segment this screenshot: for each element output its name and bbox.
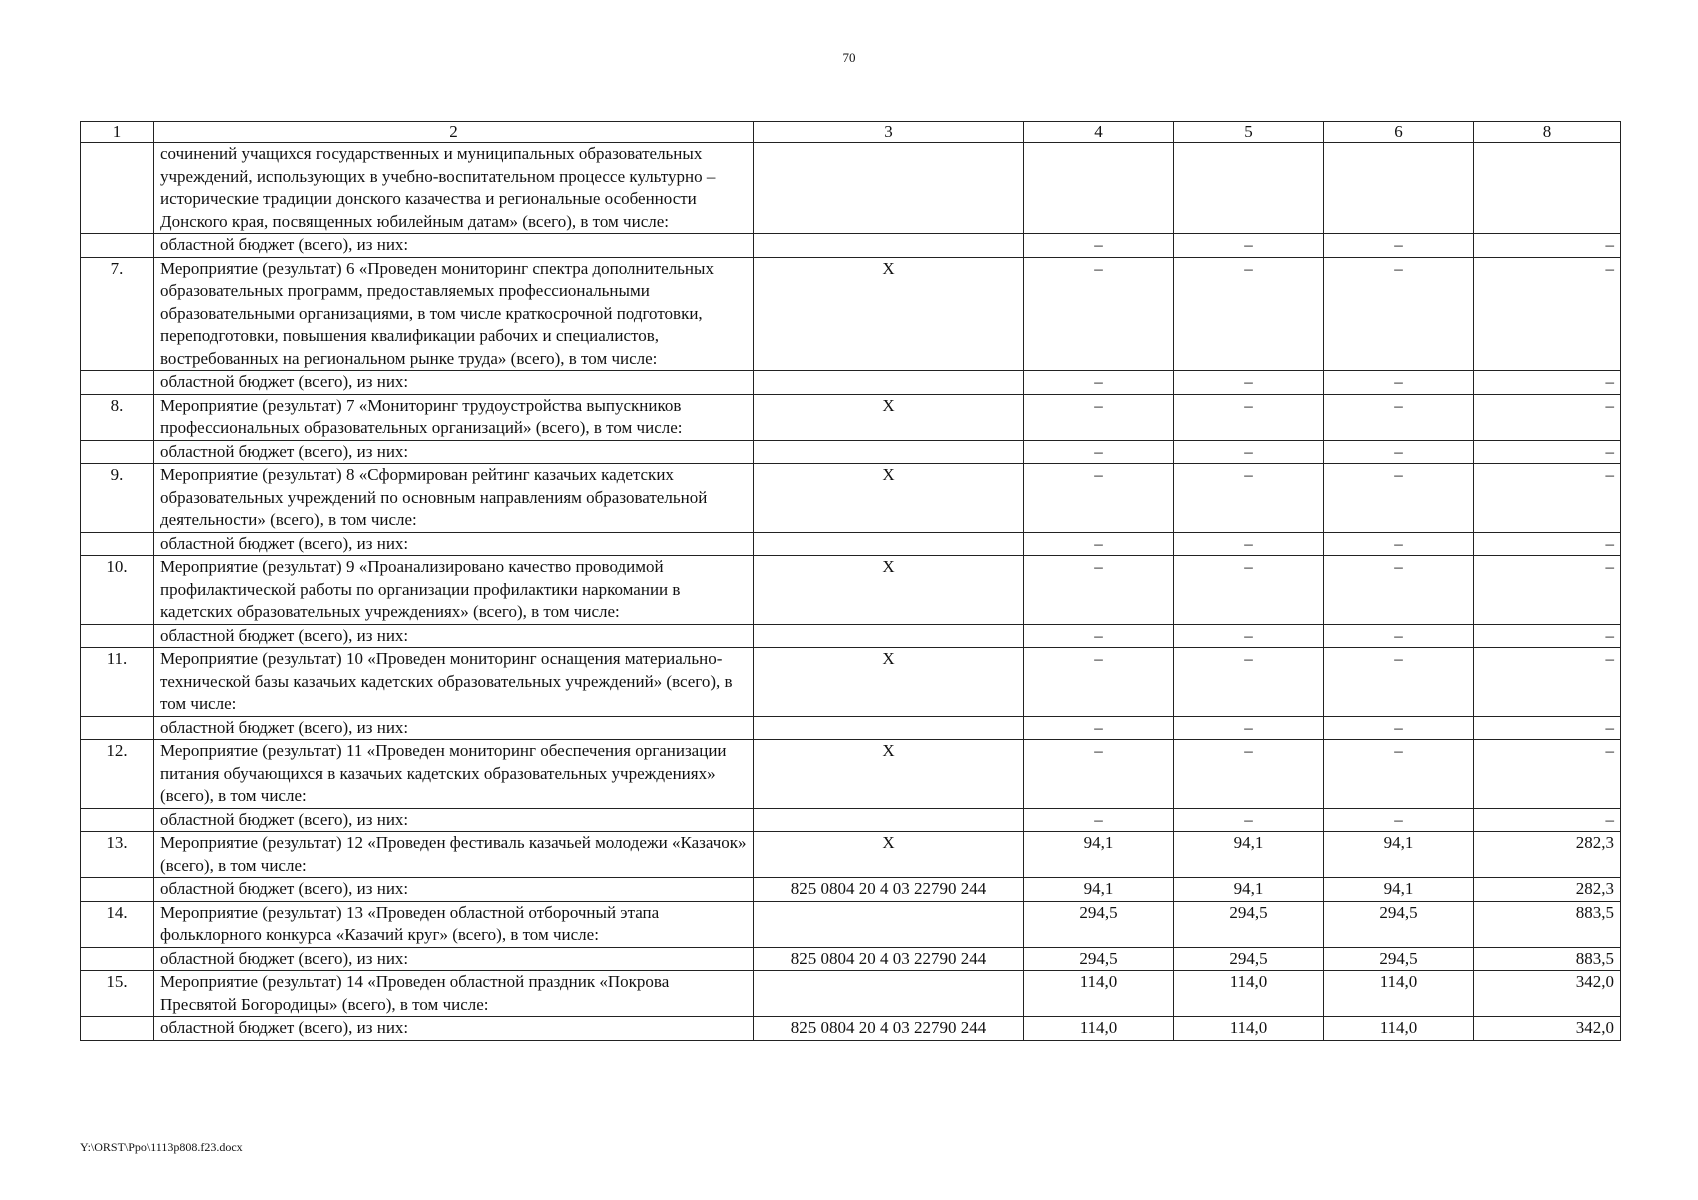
cell-v6: – <box>1324 556 1474 625</box>
cell-code <box>754 971 1024 1017</box>
cell-v5: – <box>1174 234 1324 258</box>
cell-v8: – <box>1474 440 1621 464</box>
cell-v8: – <box>1474 716 1621 740</box>
cell-v4: – <box>1024 808 1174 832</box>
cell-num <box>81 716 154 740</box>
cell-v5: 94,1 <box>1174 878 1324 902</box>
cell-v8: – <box>1474 234 1621 258</box>
table-row <box>81 947 1621 971</box>
cell-v6: – <box>1324 532 1474 556</box>
cell-v4: – <box>1024 234 1174 258</box>
cell-num: 11. <box>81 648 154 717</box>
cell-v4: – <box>1024 440 1174 464</box>
cell-v6: 94,1 <box>1324 832 1474 878</box>
cell-v6: – <box>1324 808 1474 832</box>
cell-v5: – <box>1174 532 1324 556</box>
cell-v8: – <box>1474 556 1621 625</box>
cell-num: 8. <box>81 394 154 440</box>
table-row <box>81 624 1621 648</box>
cell-v6: – <box>1324 624 1474 648</box>
cell-code: 825 0804 20 4 03 22790 244 <box>754 878 1024 902</box>
cell-desc: Мероприятие (результат) 10 «Проведен мониторинг оснащения материально-технической базы казачьих кадетских образовательных учреждений» (всего), в том числе: <box>154 648 754 717</box>
cell-v4: – <box>1024 556 1174 625</box>
cell-v8: 282,3 <box>1474 832 1621 878</box>
cell-code <box>754 532 1024 556</box>
table-row <box>81 901 1621 947</box>
cell-num <box>81 440 154 464</box>
cell-v6: – <box>1324 440 1474 464</box>
cell-v8: – <box>1474 257 1621 371</box>
cell-code <box>754 716 1024 740</box>
cell-v5: – <box>1174 624 1324 648</box>
cell-code: Х <box>754 740 1024 809</box>
table-row <box>81 971 1621 1017</box>
cell-v8: 342,0 <box>1474 971 1621 1017</box>
cell-code <box>754 440 1024 464</box>
cell-num: 14. <box>81 901 154 947</box>
header-cell: 1 <box>81 122 154 143</box>
cell-v8: – <box>1474 740 1621 809</box>
table-row <box>81 371 1621 395</box>
cell-v4 <box>1024 143 1174 234</box>
cell-num <box>81 234 154 258</box>
cell-code <box>754 624 1024 648</box>
cell-desc: областной бюджет (всего), из них: <box>154 532 754 556</box>
header-cell: 8 <box>1474 122 1621 143</box>
cell-desc: областной бюджет (всего), из них: <box>154 947 754 971</box>
cell-v5: 294,5 <box>1174 947 1324 971</box>
cell-num <box>81 532 154 556</box>
cell-num: 13. <box>81 832 154 878</box>
cell-code: Х <box>754 556 1024 625</box>
table-row <box>81 532 1621 556</box>
cell-v4: – <box>1024 624 1174 648</box>
table-row <box>81 257 1621 371</box>
cell-num <box>81 808 154 832</box>
cell-num: 10. <box>81 556 154 625</box>
cell-num <box>81 624 154 648</box>
cell-desc: областной бюджет (всего), из них: <box>154 878 754 902</box>
cell-num <box>81 947 154 971</box>
cell-v8: – <box>1474 624 1621 648</box>
cell-v4: – <box>1024 648 1174 717</box>
cell-v5: – <box>1174 394 1324 440</box>
cell-v6: – <box>1324 740 1474 809</box>
cell-desc: Мероприятие (результат) 13 «Проведен областной отборочный этапа фольклорного конкурса «Казачий круг» (всего), в том числе: <box>154 901 754 947</box>
cell-desc: Мероприятие (результат) 8 «Сформирован рейтинг казачьих кадетских образовательных учреждений по основным направлениям образовательной деятельности» (всего), в том числе: <box>154 464 754 533</box>
cell-v6: 294,5 <box>1324 901 1474 947</box>
cell-v6: – <box>1324 464 1474 533</box>
cell-v8: – <box>1474 808 1621 832</box>
cell-v8: – <box>1474 394 1621 440</box>
header-cell: 5 <box>1174 122 1324 143</box>
cell-v8: 883,5 <box>1474 901 1621 947</box>
cell-v5: – <box>1174 440 1324 464</box>
table-row <box>81 808 1621 832</box>
cell-num <box>81 143 154 234</box>
cell-v5: 294,5 <box>1174 901 1324 947</box>
cell-v5: 94,1 <box>1174 832 1324 878</box>
cell-desc: Мероприятие (результат) 12 «Проведен фестиваль казачьей молодежи «Казачок» (всего), в том числе: <box>154 832 754 878</box>
cell-code <box>754 371 1024 395</box>
cell-code: Х <box>754 394 1024 440</box>
cell-v4: 94,1 <box>1024 832 1174 878</box>
cell-v5: – <box>1174 257 1324 371</box>
cell-v4: 114,0 <box>1024 971 1174 1017</box>
cell-num <box>81 1017 154 1041</box>
cell-desc: Мероприятие (результат) 9 «Проанализировано качество проводимой профилактической работы по организации профилактики наркомании в кадетских образовательных учреждениях» (всего), в том числе: <box>154 556 754 625</box>
table-body <box>81 143 1621 1041</box>
table-row <box>81 740 1621 809</box>
table-row <box>81 832 1621 878</box>
cell-v4: – <box>1024 371 1174 395</box>
header-cell: 6 <box>1324 122 1474 143</box>
page-number: 70 <box>842 50 856 65</box>
footer-file-path: Y:\ORST\Ppo\1113p808.f23.docx <box>80 1140 243 1154</box>
cell-v5: – <box>1174 556 1324 625</box>
cell-code: Х <box>754 648 1024 717</box>
cell-v5: 114,0 <box>1174 1017 1324 1041</box>
cell-v8: 282,3 <box>1474 878 1621 902</box>
cell-code: Х <box>754 832 1024 878</box>
cell-v6: – <box>1324 234 1474 258</box>
cell-v8: – <box>1474 532 1621 556</box>
cell-v4: – <box>1024 532 1174 556</box>
cell-v8: 883,5 <box>1474 947 1621 971</box>
table-row <box>81 648 1621 717</box>
cell-desc: Мероприятие (результат) 7 «Мониторинг трудоустройства выпускников профессиональных образовательных организаций» (всего), в том числе: <box>154 394 754 440</box>
cell-v4: 114,0 <box>1024 1017 1174 1041</box>
cell-v5: 114,0 <box>1174 971 1324 1017</box>
table-row <box>81 234 1621 258</box>
table-row <box>81 143 1621 234</box>
cell-v4: – <box>1024 464 1174 533</box>
cell-v6: 94,1 <box>1324 878 1474 902</box>
cell-v8: – <box>1474 648 1621 717</box>
cell-desc: Мероприятие (результат) 6 «Проведен мониторинг спектра дополнительных образовательных программ, предоставляемых профессиональными образовательными организациями, в том числе краткосрочной подготовки, переподготовки, повышения квалификации рабочих и специалистов, востребованных на региональном рынке труда» (всего), в том числе: <box>154 257 754 371</box>
header-row <box>81 122 1621 143</box>
cell-num <box>81 878 154 902</box>
cell-v8: – <box>1474 371 1621 395</box>
cell-code: Х <box>754 257 1024 371</box>
cell-desc: Мероприятие (результат) 14 «Проведен областной праздник «Покрова Пресвятой Богородицы» (всего), в том числе: <box>154 971 754 1017</box>
cell-code: Х <box>754 464 1024 533</box>
cell-v8 <box>1474 143 1621 234</box>
table-row <box>81 556 1621 625</box>
cell-v4: – <box>1024 394 1174 440</box>
cell-desc: областной бюджет (всего), из них: <box>154 1017 754 1041</box>
cell-desc: областной бюджет (всего), из них: <box>154 234 754 258</box>
cell-v6: – <box>1324 648 1474 717</box>
cell-v6 <box>1324 143 1474 234</box>
cell-code: 825 0804 20 4 03 22790 244 <box>754 1017 1024 1041</box>
cell-v5: – <box>1174 808 1324 832</box>
table-row <box>81 440 1621 464</box>
cell-v5 <box>1174 143 1324 234</box>
cell-v6: 114,0 <box>1324 1017 1474 1041</box>
table-row <box>81 464 1621 533</box>
cell-v5: – <box>1174 716 1324 740</box>
table-row <box>81 1017 1621 1041</box>
cell-desc: сочинений учащихся государственных и муниципальных образовательных учреждений, использующих в учебно-воспитательном процессе культурно – исторические традиции донского казачества и региональные особенности Донского края, посвященных юбилейным датам» (всего), в том числе: <box>154 143 754 234</box>
cell-v8: – <box>1474 464 1621 533</box>
cell-desc: областной бюджет (всего), из них: <box>154 624 754 648</box>
table-row <box>81 716 1621 740</box>
cell-v6: – <box>1324 394 1474 440</box>
cell-v6: – <box>1324 257 1474 371</box>
cell-desc: областной бюджет (всего), из них: <box>154 716 754 740</box>
cell-v5: – <box>1174 464 1324 533</box>
table-row <box>81 394 1621 440</box>
header-cell: 4 <box>1024 122 1174 143</box>
cell-desc: Мероприятие (результат) 11 «Проведен мониторинг обеспечения организации питания обучающихся в казачьих кадетских образовательных учреждениях» (всего), в том числе: <box>154 740 754 809</box>
cell-v5: – <box>1174 371 1324 395</box>
header-cell: 3 <box>754 122 1024 143</box>
cell-num: 12. <box>81 740 154 809</box>
header-cell: 2 <box>154 122 754 143</box>
cell-v5: – <box>1174 740 1324 809</box>
cell-code <box>754 234 1024 258</box>
cell-num: 9. <box>81 464 154 533</box>
cell-v8: 342,0 <box>1474 1017 1621 1041</box>
table-row <box>81 878 1621 902</box>
cell-code: 825 0804 20 4 03 22790 244 <box>754 947 1024 971</box>
cell-v5: – <box>1174 648 1324 717</box>
cell-num <box>81 371 154 395</box>
cell-desc: областной бюджет (всего), из них: <box>154 371 754 395</box>
cell-desc: областной бюджет (всего), из них: <box>154 440 754 464</box>
cell-v6: – <box>1324 716 1474 740</box>
budget-table <box>80 121 1621 1041</box>
cell-num: 7. <box>81 257 154 371</box>
cell-code <box>754 901 1024 947</box>
cell-num: 15. <box>81 971 154 1017</box>
cell-v6: 114,0 <box>1324 971 1474 1017</box>
cell-v4: – <box>1024 257 1174 371</box>
cell-code <box>754 808 1024 832</box>
cell-v4: 94,1 <box>1024 878 1174 902</box>
cell-v6: 294,5 <box>1324 947 1474 971</box>
cell-v4: – <box>1024 740 1174 809</box>
cell-v4: 294,5 <box>1024 901 1174 947</box>
cell-code <box>754 143 1024 234</box>
cell-v6: – <box>1324 371 1474 395</box>
cell-v4: – <box>1024 716 1174 740</box>
cell-desc: областной бюджет (всего), из них: <box>154 808 754 832</box>
cell-v4: 294,5 <box>1024 947 1174 971</box>
